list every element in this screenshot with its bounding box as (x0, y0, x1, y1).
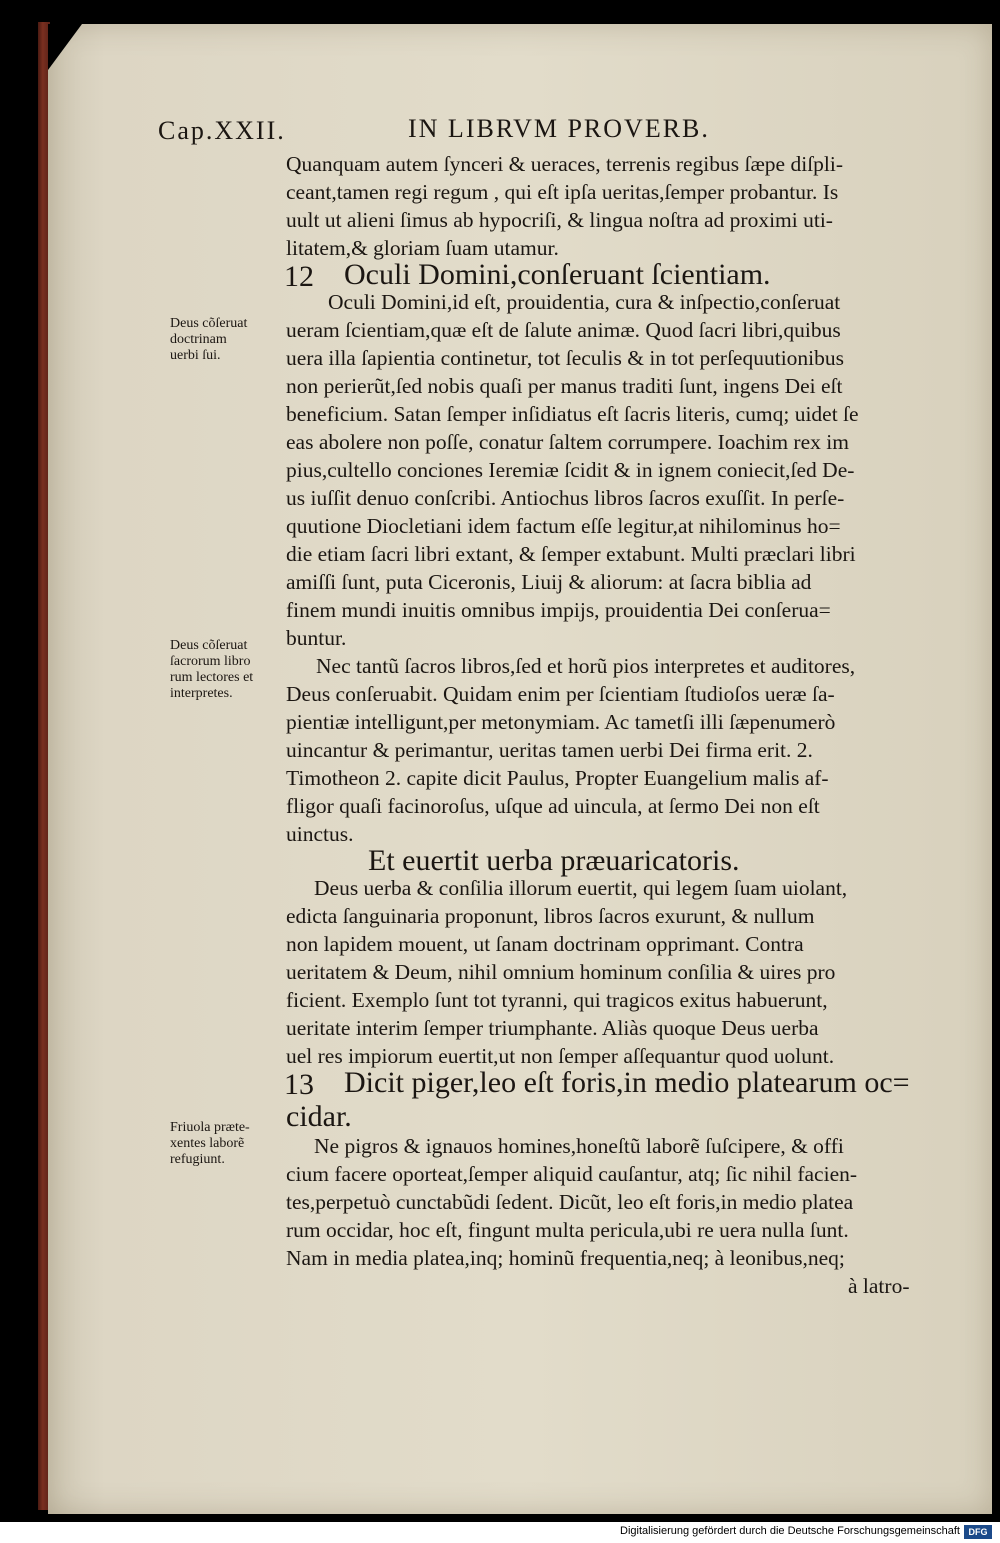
text-line: pius,cultello conciones Ieremiæ ſcidit & in ignem coniecit,ſed De- (286, 458, 855, 482)
margin-note-line: ſacrorum libro (170, 654, 251, 669)
text-line: Nec tantũ ſacros libros,ſed et horũ pios interpretes et auditores, (316, 654, 856, 678)
margin-note-line: xentes laborẽ (170, 1136, 245, 1151)
text-line: ueritatem & Deum, nihil omnium hominum conſilia & uires pro (286, 960, 836, 984)
book-page (48, 24, 992, 1514)
margin-note-line: rum lectores et (170, 670, 254, 685)
verse-heading: Oculi Domini,conſeruant ſcientiam. (344, 258, 771, 291)
verse-number: 12 (284, 260, 314, 293)
text-line: ceant,tamen regi regum , qui eſt ipſa ueritas,ſemper probantur. Is (286, 180, 839, 204)
text-line: ficient. Exemplo ſunt tot tyranni, qui tragicos exitus habuerunt, (286, 988, 828, 1012)
margin-note-line: Deus cõſeruat (170, 638, 248, 653)
text-line: eas abolere non poſſe, conatur ſaltem corrumpere. Ioachim rex im (286, 430, 849, 454)
margin-note-line: refugiunt. (170, 1152, 225, 1167)
text-line: pientiæ intelligunt,per metonymiam. Ac tametſi illi ſæpenumerò (286, 710, 836, 734)
text-line: litatem,& gloriam ſuam utamur. (286, 236, 559, 260)
text-line: tes,perpetuò cunctabũdi ſedent. Dicũt, leo eſt foris,in medio platea (286, 1190, 854, 1214)
text-line: amiſſi ſunt, puta Ciceronis, Liuij & aliorum: at ſacra biblia ad (286, 570, 812, 594)
funding-credit: Digitalisierung gefördert durch die Deutsche Forschungsgemeinschaft (620, 1525, 960, 1537)
text-line: ueram ſcientiam,quæ eſt de ſalute animæ. Quod ſacri libri,quibus (286, 318, 841, 342)
margin-note-line: uerbi ſui. (170, 348, 221, 363)
text-line: die etiam ſacri libri extant, & ſemper extabunt. Multi præclari libri (286, 542, 856, 566)
section-heading: Et euertit uerba præuaricatoris. (368, 844, 740, 877)
text-line: ueritate interim ſemper triumphante. Aliàs quoque Deus uerba (286, 1016, 819, 1040)
margin-note-line: interpretes. (170, 686, 233, 701)
text-line: quutione Diocletiani idem factum eſſe legitur,at nihilominus ho= (286, 514, 841, 538)
text-line: Quanquam autem ſynceri & ueraces, terrenis regibus ſæpe diſpli- (286, 152, 844, 176)
chapter-label: Cap.XXII. (158, 116, 286, 145)
text-line: buntur. (286, 626, 347, 650)
text-line: Nam in media platea,inq; hominũ frequentia,neq; à leonibus,neq; (286, 1246, 845, 1270)
text-line: à latro- (848, 1274, 910, 1298)
text-line: Ne pigros & ignauos homines,honeſtũ laborẽ ſuſcipere, & offi (314, 1134, 844, 1158)
text-line: fligor quaſi facinoroſus, uſque ad uincula, at ſermo Dei non eſt (286, 794, 820, 818)
verse-heading: cidar. (286, 1100, 352, 1133)
text-line: Oculi Domini,id eſt, prouidentia, cura & inſpectio,conſeruat (328, 290, 841, 314)
text-line: cium facere oporteat,ſemper aliquid cauſantur, atq; ſic nihil facien- (286, 1162, 858, 1186)
margin-note-line: doctrinam (170, 332, 227, 347)
footer-bar (0, 1522, 1000, 1543)
text-line: uera illa ſapientia continetur, tot ſeculis & in tot perſequutionibus (286, 346, 845, 370)
text-line: finem mundi inuitis omnibus impijs, prouidentia Dei conſerua= (286, 598, 831, 622)
text-line: us iuſſit denuo conſcribi. Antiochus libros ſacros exuſſit. In perſe- (286, 486, 845, 510)
text-line: non perierũt,ſed nobis quaſi per manus traditi ſunt, ingens Dei eſt (286, 374, 843, 398)
folded-corner (48, 24, 82, 70)
text-line: non lapidem mouent, ut ſanam doctrinam opprimant. Contra (286, 932, 804, 956)
dfg-logo-icon: DFG (964, 1525, 992, 1539)
text-line: edicta ſanguinaria proponunt, libros ſacros exurunt, & nullum (286, 904, 815, 928)
text-line: Deus conſeruabit. Quidam enim per ſcientiam ſtudioſos ueræ ſa- (286, 682, 835, 706)
margin-note-line: Deus cõſeruat (170, 316, 248, 331)
text-line: Deus uerba & conſilia illorum euertit, qui legem ſuam uiolant, (314, 876, 848, 900)
text-line: Timotheon 2. capite dicit Paulus, Propter Euangelium malis af- (286, 766, 829, 790)
text-line: uult ut alieni ſimus ab hypocriſi, & lingua noſtra ad proximi uti- (286, 208, 833, 232)
text-line: beneficium. Satan ſemper inſidiatus eſt ſacris literis, cumq; uidet ſe (286, 402, 859, 426)
text-line: rum occidar, hoc eſt, fingunt multa pericula,ubi re uera nulla ſunt. (286, 1218, 849, 1242)
verse-number: 13 (284, 1068, 314, 1101)
text-line: uel res impiorum euertit,ut non ſemper aſſequantur quod uolunt. (286, 1044, 835, 1068)
text-line: uinctus. (286, 822, 354, 846)
text-line: uincantur & perimantur, ueritas tamen uerbi Dei firma erit. 2. (286, 738, 813, 762)
margin-note-line: Friuola præte- (170, 1120, 250, 1135)
verse-heading: Dicit piger,leo eſt foris,in medio platearum oc= (344, 1066, 910, 1099)
running-title: IN LIBRVM PROVERB. (408, 114, 710, 143)
